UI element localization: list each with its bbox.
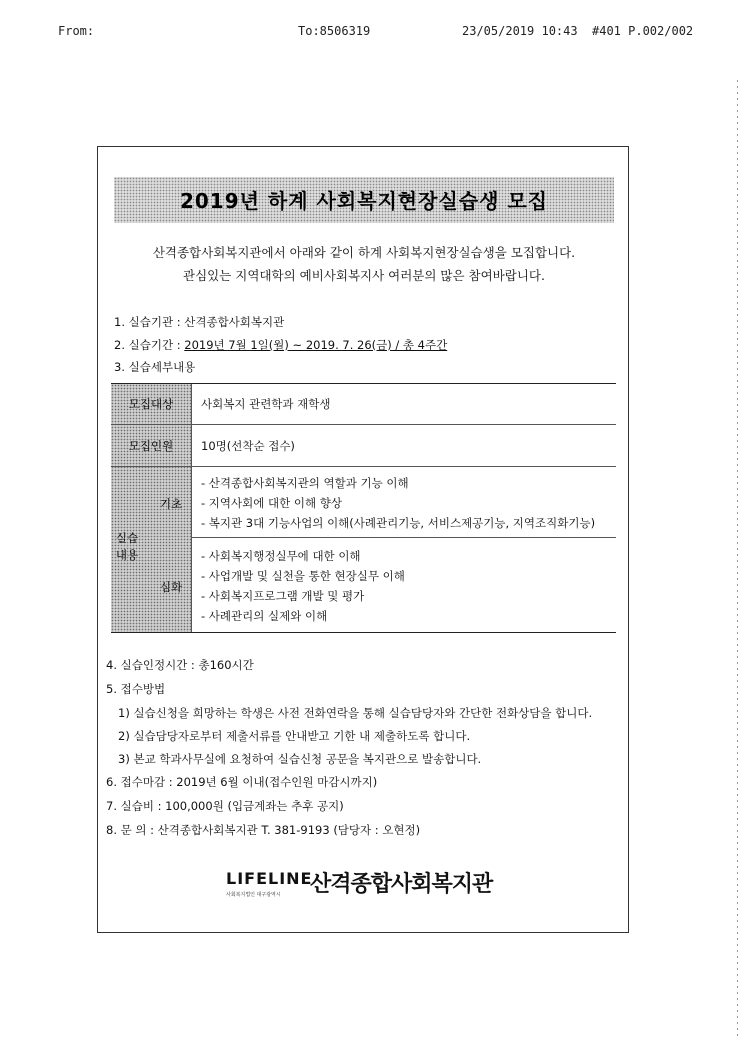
application-step-2: 2) 실습담당자로부터 제출서류를 안내받고 기한 내 제출하도록 합니다. xyxy=(118,729,471,743)
basic-item: - 복지관 3대 기능사업의 이해(사례관리기능, 서비스제공기능, 지역조직화기능) xyxy=(201,516,596,530)
label-basic: 기초 xyxy=(159,497,183,511)
details-table xyxy=(111,383,616,633)
page-title: 2019년 하계 사회복지현장실습생 모집 xyxy=(179,189,549,213)
column-divider xyxy=(191,384,192,632)
label-content: 실습 내용 xyxy=(115,531,139,562)
value-target: 사회복지 관련학과 재학생 xyxy=(201,397,331,411)
intro-line-1: 산격종합사회복지관에서 아래와 같이 하계 사회복지현장실습생을 모집합니다. xyxy=(152,245,576,260)
intro-line-2: 관심있는 지역대학의 예비사회복지사 여러분의 많은 참여바랍니다. xyxy=(183,268,545,283)
organization-logo xyxy=(218,867,518,907)
basic-item: - 산격종합사회복지관의 역할과 기능 이해 xyxy=(201,476,409,490)
deep-item: - 사례관리의 실제와 이해 xyxy=(201,609,328,623)
logo-mark: LIFELINE xyxy=(226,869,313,888)
row-divider xyxy=(111,466,616,467)
fax-datetime: 23/05/2019 10:43 xyxy=(462,24,578,38)
logo-name: 산격종합사회복지관 xyxy=(310,872,493,897)
deep-item: - 사회복지프로그램 개발 및 평가 xyxy=(201,589,365,603)
item-deadline: 6. 접수마감 : 2019년 6월 이내(접수인원 마감시까지) xyxy=(106,775,378,789)
basic-item: - 지역사회에 대한 이해 향상 xyxy=(201,496,342,510)
item-hours: 4. 실습인정시간 : 총160시간 xyxy=(106,658,254,672)
deep-item: - 사업개발 및 실천을 통한 현장실무 이해 xyxy=(201,569,405,583)
item-institution: 1. 실습기관 : 산격종합사회복지관 xyxy=(114,315,285,329)
deep-item: - 사회복지행정실무에 대한 이해 xyxy=(201,549,361,563)
item-contact: 8. 문 의 : 산격종합사회복지관 T. 381-9193 (담당자 : 오현정) xyxy=(106,823,421,837)
recruitment-notice xyxy=(97,146,629,933)
item-fee: 7. 실습비 : 100,000원 (입금계좌는 추후 공지) xyxy=(106,799,344,813)
fax-header xyxy=(0,24,744,44)
row-divider xyxy=(191,537,616,538)
logo-subtitle: 사회복지법인 대구광역시 xyxy=(226,892,281,898)
label-deep: 심화 xyxy=(159,580,183,594)
fax-from: From: xyxy=(58,24,95,38)
title-band xyxy=(114,177,614,223)
item-period-value: 2019년 7월 1일(월) ~ 2019. 7. 26(금) / 총 4주간 xyxy=(184,338,448,352)
label-target: 모집대상 xyxy=(128,397,174,411)
application-step-3: 3) 본교 학과사무실에 요청하여 실습신청 공문을 복지관으로 발송합니다. xyxy=(118,752,482,766)
label-count: 모집인원 xyxy=(128,439,174,453)
row-divider xyxy=(111,424,616,425)
item-period-label: 2. 실습기간 : xyxy=(114,338,185,352)
fax-to: To:8506319 xyxy=(298,24,371,38)
item-period xyxy=(114,337,447,353)
application-step-1: 1) 실습신청을 희망하는 학생은 사전 전화연락을 통해 실습담당자와 간단한 전화상담을 합니다. xyxy=(118,706,593,720)
item-application: 5. 접수방법 xyxy=(106,682,166,696)
scan-edge xyxy=(737,80,738,1040)
item-details: 3. 실습세부내용 xyxy=(114,360,196,374)
value-count: 10명(선착순 접수) xyxy=(201,439,295,453)
fax-page: #401 P.002/002 xyxy=(592,24,694,38)
